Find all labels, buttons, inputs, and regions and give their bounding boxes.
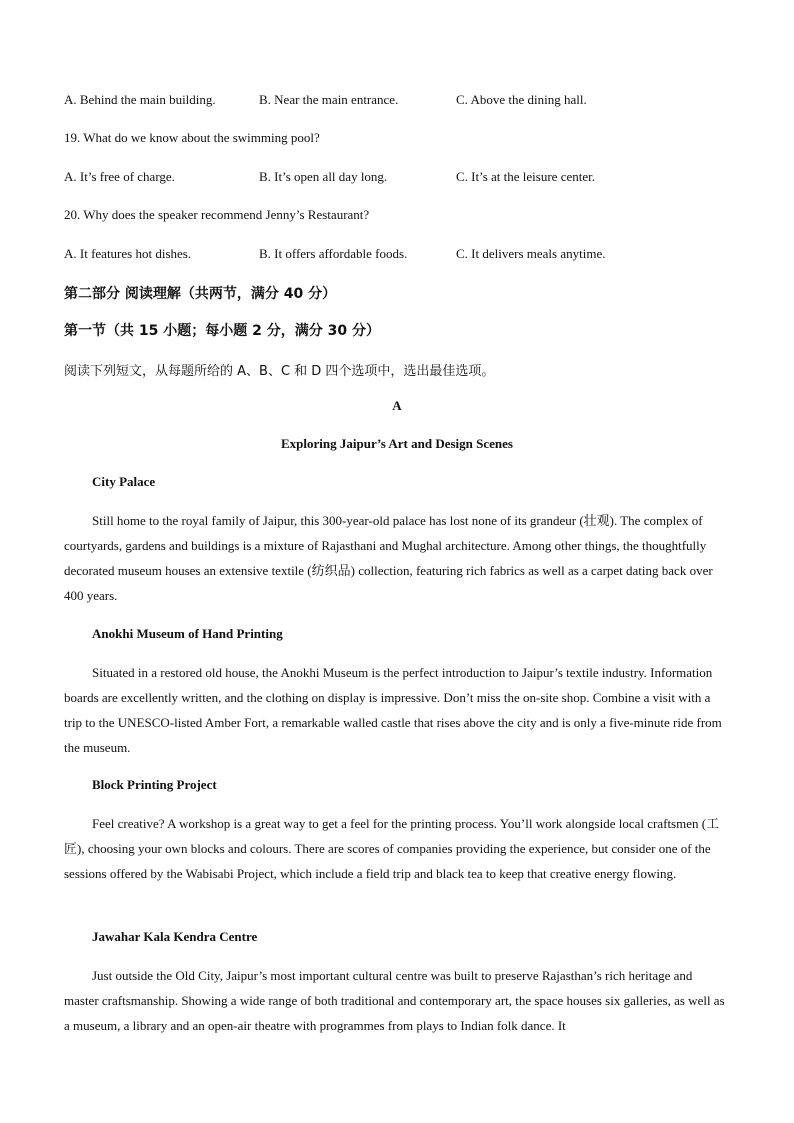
section-heading-city-palace: City Palace <box>92 474 156 489</box>
q19-option-a: A. It’s free of charge. <box>64 169 175 184</box>
passage-letter: A <box>392 398 402 413</box>
section-body-block-printing: Feel creative? A workshop is a great way to get a feel for the printing process. You’ll work alongside local craftsmen (工匠), choosing your own blocks and colours. There are scores of companies providing the experience, but consider one of the sessions offered by the Wabisabi Project, which include a field trip and black tea to keep that creative energy flowing. <box>64 816 720 881</box>
q18-option-a: A. Behind the main building. <box>64 92 216 107</box>
part2-title: 第二部分 阅读理解（共两节，满分 40 分） <box>64 286 337 302</box>
q18-option-c: C. Above the dining hall. <box>456 92 587 107</box>
section-heading-jawahar-kala-kendra: Jawahar Kala Kendra Centre <box>92 929 258 944</box>
section-heading-block-printing: Block Printing Project <box>92 777 217 792</box>
section-body-anokhi-museum: Situated in a restored old house, the Anokhi Museum is the perfect introduction to Jaipur’s textile industry. Information boards are excellently written, and the clothing on display is impressive. Don’t miss the on-site shop. Combine a visit with a trip to the UNESCO-listed Amber Fort, a remarkable walled castle that rises above the city and is only a five-minute ride from the museum. <box>64 665 722 755</box>
passage-title: Exploring Jaipur’s Art and Design Scenes <box>281 436 513 451</box>
q20-option-c: C. It delivers meals anytime. <box>456 246 606 261</box>
instruction-text: 阅读下列短文，从每题所给的 A、B、C 和 D 四个选项中，选出最佳选项。 <box>64 364 495 379</box>
q19-option-b: B. It’s open all day long. <box>259 169 388 184</box>
section-body-city-palace: Still home to the royal family of Jaipur, this 300-year-old palace has lost none of its grandeur (壮观). The complex of courtyards, gardens and buildings is a mixture of Rajasthani and Mughal architecture. Among other things, the thoughtfully decorated museum houses an extensive textile (纺织品) collection, featuring rich fabrics as well as a carpet dating back over 400 years. <box>64 513 713 603</box>
q20-question: 20. Why does the speaker recommend Jenny’s Restaurant? <box>64 207 370 222</box>
section1-title: 第一节（共 15 小题；每小题 2 分，满分 30 分） <box>64 323 380 339</box>
q18-option-b: B. Near the main entrance. <box>259 92 399 107</box>
q20-option-a: A. It features hot dishes. <box>64 246 192 261</box>
section-heading-anokhi-museum: Anokhi Museum of Hand Printing <box>92 626 283 641</box>
q19-option-c: C. It’s at the leisure center. <box>456 169 595 184</box>
q19-question: 19. What do we know about the swimming pool? <box>64 130 320 145</box>
section-body-jawahar-kala-kendra: Just outside the Old City, Jaipur’s most important cultural centre was built to preserve Rajasthan’s rich heritage and master craftsmanship. Showing a wide range of both traditional and contemporary art, the space houses six galleries, as well as a museum, a library and an open-air theatre with programmes from plays to Indian folk dance. It <box>64 968 725 1033</box>
q20-option-b: B. It offers affordable foods. <box>259 246 408 261</box>
